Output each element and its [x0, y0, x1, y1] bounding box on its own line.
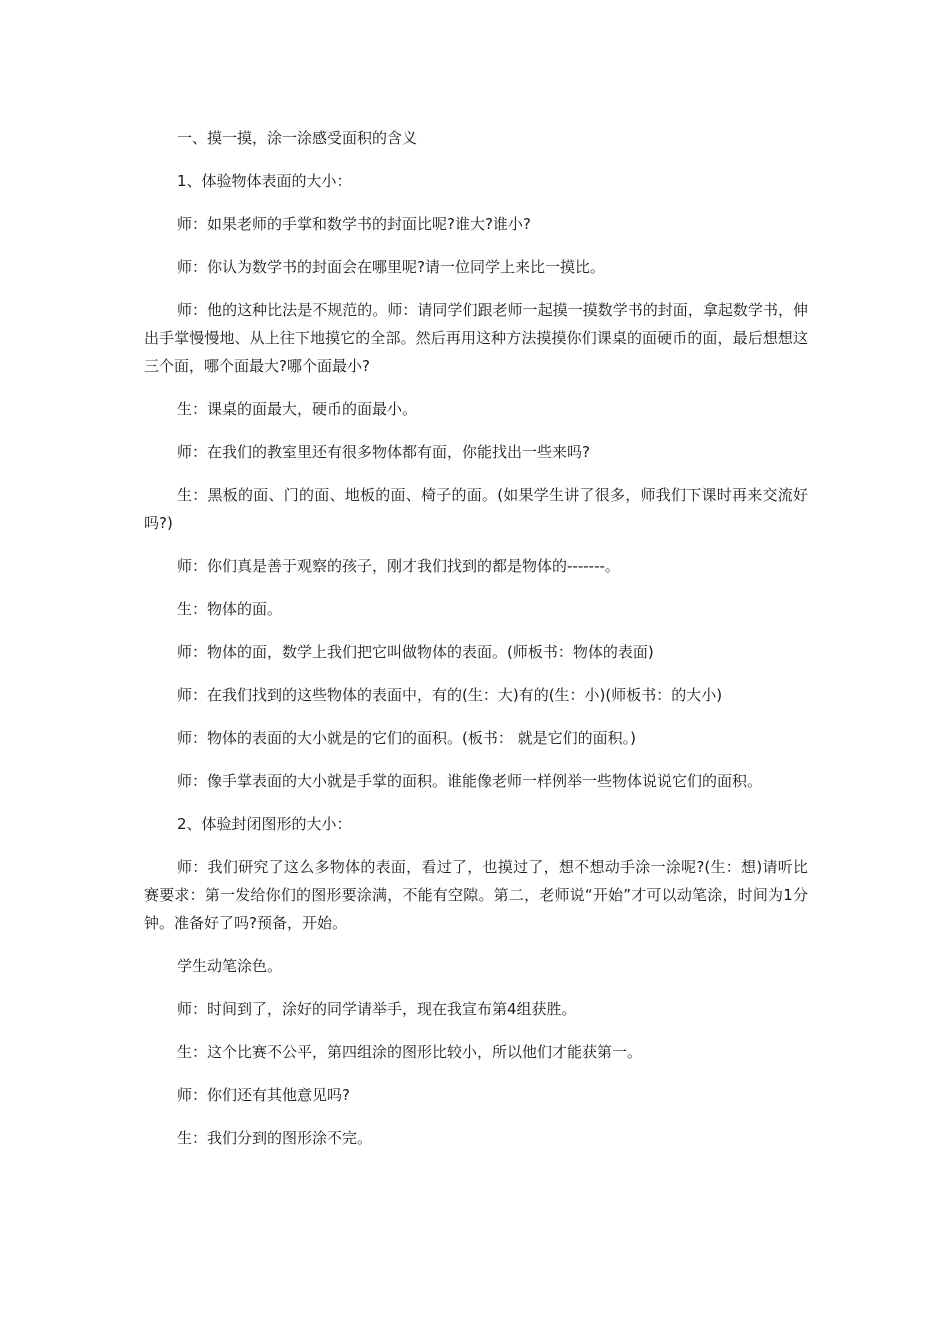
section-heading: 一、摸一摸，涂一涂感受面积的含义 [177, 129, 418, 147]
paragraph: 师：我们研究了这么多物体的表面，看过了，也摸过了，想不想动手涂一涂呢?(生：想)请听比赛要求：第一发给你们的图形要涂满，不能有空隙。第二，老师说“开始”才可以动笔涂，时间为1分钟。准备好了吗?预备，开始。 [144, 858, 808, 932]
paragraph: 师：像手掌表面的大小就是手掌的面积。谁能像老师一样例举一些物体说说它们的面积。 [177, 772, 763, 790]
paragraph: 师：他的这种比法是不规范的。师：请同学们跟老师一起摸一摸数学书的封面，拿起数学书，伸出手掌慢慢地、从上往下地摸它的全部。然后再用这种方法摸摸你们课桌的面硬币的面，最后想想这三个面，哪个面最大?哪个面最小? [144, 301, 808, 375]
paragraph: 生：课桌的面最大，硬币的面最小。 [177, 400, 418, 418]
paragraph: 师：物体的表面的大小就是的它们的面积。(板书： 就是它们的面积。) [177, 729, 636, 747]
paragraph: 师：物体的面，数学上我们把它叫做物体的表面。(师板书：物体的表面) [177, 643, 654, 661]
paragraph: 学生动笔涂色。 [177, 957, 283, 975]
paragraph: 师：在我们的教室里还有很多物体都有面，你能找出一些来吗? [177, 443, 590, 461]
paragraph: 生：这个比赛不公平，第四组涂的图形比较小，所以他们才能获第一。 [177, 1043, 643, 1061]
paragraph: 师：如果老师的手掌和数学书的封面比呢?谁大?谁小? [177, 215, 531, 233]
subsection-heading: 1、体验物体表面的大小： [177, 172, 352, 190]
paragraph: 师：时间到了，涂好的同学请举手，现在我宣布第4组获胜。 [177, 1000, 577, 1018]
paragraph: 生：黑板的面、门的面、地板的面、椅子的面。(如果学生讲了很多，师我们下课时再来交流好吗?) [144, 486, 808, 532]
paragraph: 生：物体的面。 [177, 600, 283, 618]
paragraph: 师：你们真是善于观察的孩子，刚才我们找到的都是物体的-------。 [177, 557, 620, 575]
paragraph: 师：你认为数学书的封面会在哪里呢?请一位同学上来比一摸比。 [177, 258, 605, 276]
paragraph: 师：在我们找到的这些物体的表面中，有的(生：大)有的(生：小)(师板书：的大小) [177, 686, 723, 704]
document-body [144, 124, 808, 1167]
paragraph: 生：我们分到的图形涂不完。 [177, 1129, 373, 1147]
paragraph: 师：你们还有其他意见吗? [177, 1086, 350, 1104]
subsection-heading: 2、体验封闭图形的大小： [177, 815, 352, 833]
